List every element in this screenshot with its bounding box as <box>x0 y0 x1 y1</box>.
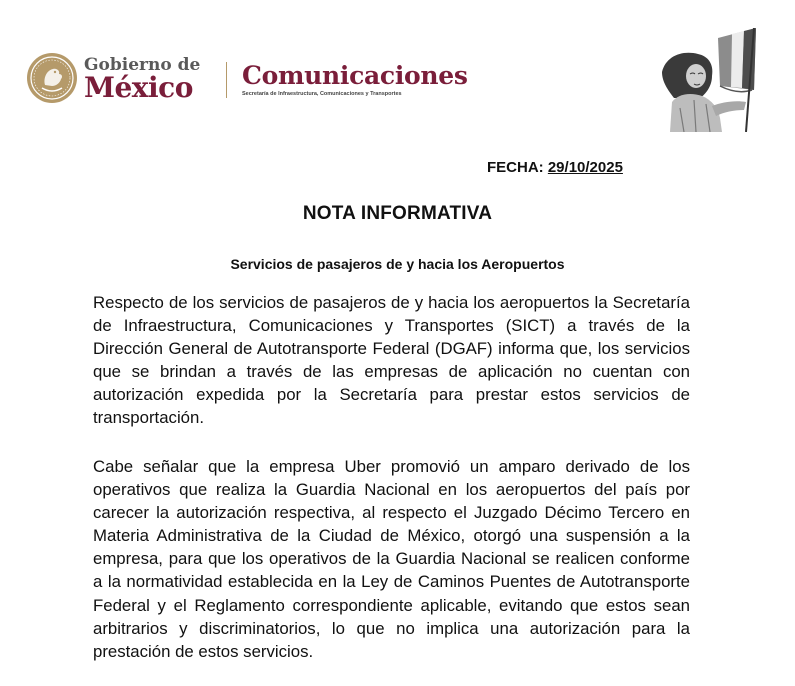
agency-logo <box>242 62 468 97</box>
logo-divider <box>226 62 227 98</box>
body-paragraph-1: Respecto de los servicios de pasajeros de y hacia los aeropuertos la Secretaría de Infraestructura, Comunicaciones y Transportes (SICT) a través de la Dirección General de Autotransporte Federal (DGAF) informa que, los servicios que se brindan a través de las empresas de aplicación no cuentan con autorización expedida por la Secretaría para prestar estos servicios de transportación. <box>93 293 690 428</box>
woman-with-flag-illustration <box>660 28 760 132</box>
letterhead <box>26 52 468 108</box>
gobierno-de-mexico-logo <box>84 56 200 102</box>
gobierno-line1: Gobierno de <box>84 55 201 75</box>
gobierno-line2: México <box>84 71 193 104</box>
agency-subtitle: Secretaría de Infraestructura, Comunicaciones y Transportes <box>242 91 402 97</box>
date-label: FECHA: <box>487 159 544 176</box>
document-title: NOTA INFORMATIVA <box>302 203 493 224</box>
body-paragraph-2: Cabe señalar que la empresa Uber promovió un amparo derivado de los operativos que realiza la Guardia Nacional en los aeropuertos del país por carecer la autorización respectiva, al respecto el Juzgado Décimo Tercero en Materia Administrativa de la Ciudad de México, otorgó una suspensión a la empresa, para que los operativos de la Guardia Nacional se realicen conforme a la normatividad establecida en la Ley de Caminos Puentes de Autotransporte Federal y el Reglamento correspondiente aplicable, evitando que estos sean arbitrarios y discriminatorios, lo que no implica una autorización para la prestación de estos servicios. <box>93 457 690 661</box>
document-subtitle: Servicios de pasajeros de y hacia los Aeropuertos <box>230 256 565 272</box>
national-seal-icon <box>26 52 78 104</box>
agency-name: Comunicaciones <box>242 61 468 90</box>
date-value: 29/10/2025 <box>547 159 623 176</box>
document-date <box>487 159 623 176</box>
